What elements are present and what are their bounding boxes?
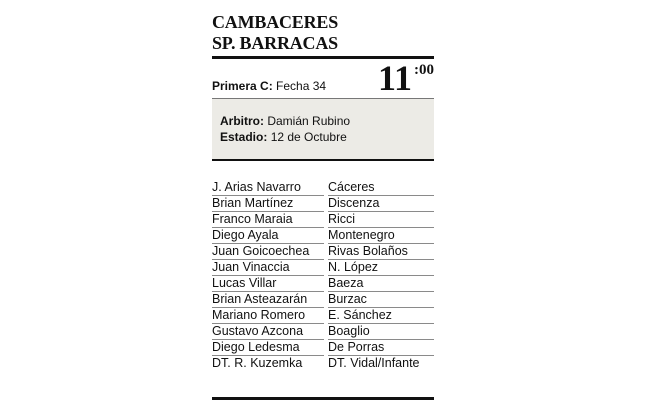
- lineup-row: [212, 308, 434, 324]
- home-player: Juan Goicoechea: [212, 244, 324, 260]
- teams-heading: [212, 12, 338, 54]
- kickoff-minutes: :00: [414, 62, 434, 78]
- home-player: Lucas Villar: [212, 276, 324, 292]
- lineup-row: [212, 180, 434, 196]
- lineup-row: [212, 196, 434, 212]
- home-player: Franco Maraia: [212, 212, 324, 228]
- referee-row: [220, 114, 350, 128]
- referee-name: Damián Rubino: [267, 114, 351, 128]
- home-player: Diego Ayala: [212, 228, 324, 244]
- away-player: E. Sánchez: [328, 308, 434, 324]
- kickoff-hour: 11: [377, 58, 412, 98]
- away-team-name: SP. BARRACAS: [212, 33, 338, 53]
- away-player: De Porras: [328, 340, 434, 356]
- division-label: Primera C:: [212, 79, 273, 93]
- home-player: Brian Martínez: [212, 196, 324, 212]
- home-player: Gustavo Azcona: [212, 324, 324, 340]
- stadium-label: Estadio:: [220, 130, 268, 144]
- bottom-divider: [212, 397, 434, 400]
- home-player: Diego Ledesma: [212, 340, 324, 356]
- home-player: J. Arias Navarro: [212, 180, 324, 196]
- match-card: [212, 0, 434, 410]
- away-player: N. López: [328, 260, 434, 276]
- stadium-name: 12 de Octubre: [270, 130, 347, 144]
- home-player: Mariano Romero: [212, 308, 324, 324]
- home-coach: DT. R. Kuzemka: [212, 356, 303, 370]
- lineup-row: [212, 292, 434, 308]
- away-player: Cáceres: [328, 180, 434, 196]
- lineup-row: [212, 228, 434, 244]
- away-coach: DT. Vidal/Infante: [328, 356, 420, 370]
- lineup-row-coaches: [212, 356, 434, 372]
- lineup-row: [212, 324, 434, 340]
- lineup-row: [212, 244, 434, 260]
- away-player: Boaglio: [328, 324, 434, 340]
- referee-label: Arbitro:: [220, 114, 264, 128]
- kickoff-time: [378, 58, 434, 98]
- lineup-row: [212, 340, 434, 356]
- away-player: Ricci: [328, 212, 434, 228]
- away-player: Discenza: [328, 196, 434, 212]
- round-info: [212, 79, 326, 93]
- lineup-row: [212, 276, 434, 292]
- away-player: Montenegro: [328, 228, 434, 244]
- home-player: Juan Vinaccia: [212, 260, 324, 276]
- lineups-table: [212, 180, 434, 372]
- lineup-row: [212, 212, 434, 228]
- away-player: Baeza: [328, 276, 434, 292]
- away-player: Burzac: [328, 292, 434, 308]
- stadium-row: [220, 130, 347, 144]
- home-team-name: CAMBACERES: [212, 12, 339, 32]
- lineup-row: [212, 260, 434, 276]
- away-player: Rivas Bolaños: [328, 244, 434, 260]
- round-label: Fecha 34: [276, 79, 327, 93]
- home-player: Brian Asteazarán: [212, 292, 324, 308]
- officials-box: [212, 98, 434, 161]
